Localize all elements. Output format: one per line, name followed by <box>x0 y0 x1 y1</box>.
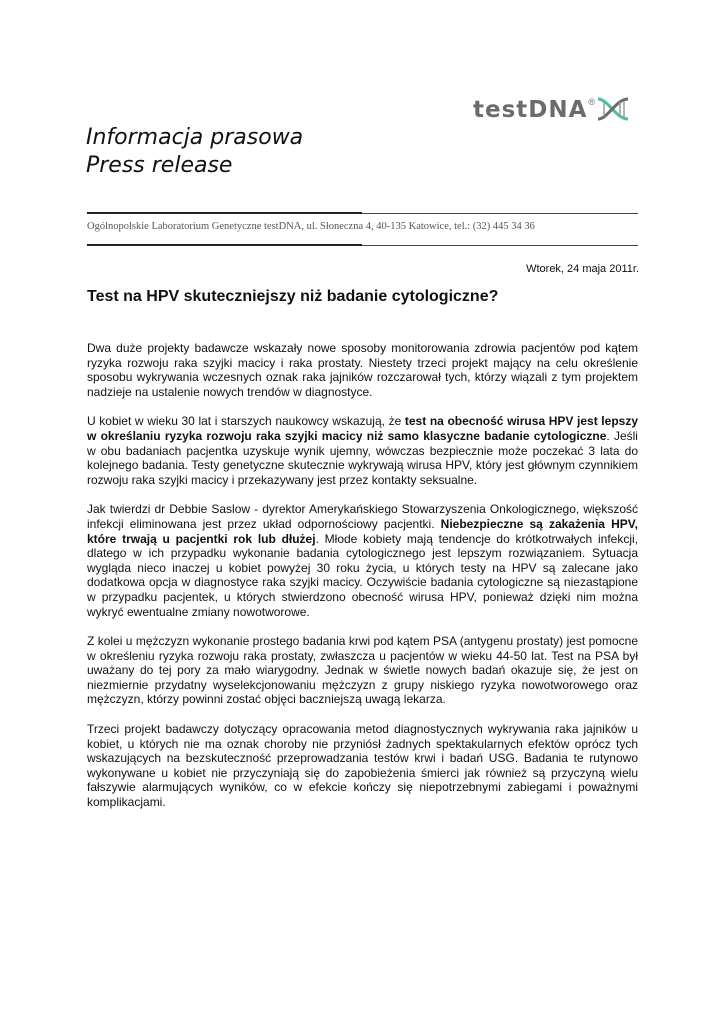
article-body <box>87 341 638 825</box>
paragraph-3-text-end: . Młode kobiety mają tendencje do krótkotrwałych infekcji, dlatego w ich przypadku wykonanie badania cytologicznego jest lepszym rozwiązaniem. Sytuacja wygląda nieco inaczej u kobiet powyżej 30 roku życia, u których testy na HPV są zalecane jako dodatkowa opcja w diagnostyce raka szyjki macicy. Oczywiście badania cytologiczne są niezastąpione w przypadku pacjentek, u których stwierdzono obecność wirusa HPV, ponieważ dzięki nim można wykryć ewentualne zmiany nowotworowe. <box>87 531 638 619</box>
paragraph-2 <box>87 414 638 487</box>
article-headline: Test na HPV skuteczniejszy niż badanie cytologiczne? <box>87 288 499 305</box>
paragraph-3-text: Jak twierdzi dr Debbie Saslow - dyrektor Amerykańskiego Stowarzyszenia Onkologicznego, większość infekcji eliminowana jest przez układ odpornościowy pacjentki. <box>87 502 638 531</box>
testdna-logo <box>473 96 630 128</box>
paragraph-2-text-end: . Jeśli w obu badaniach pacjentka uzyskuje wynik ujemny, wówczas bezpiecznie może poczekać 3 lata do kolejnego badania. Testy genetyczne skutecznie wykrywają wirusa HPV, który jest głównym czynnikiem rozwoju raka szyjki macicy i przekazywany jest przez kontakty seksualne. <box>87 428 638 487</box>
lab-address: Ogólnopolskie Laboratorium Genetyczne testDNA, ul. Słoneczna 4, 40-135 Katowice, tel.: (32) 445 34 36 <box>87 221 535 232</box>
paragraph-2-emphasis: test na obecność wirusa HPV jest lepszy w określaniu ryzyka rozwoju raka szyjki macicy niż samo klasyczne badanie cytologiczne <box>87 414 638 443</box>
title-polish: Informacja prasowa <box>86 125 304 150</box>
paragraph-4: Z kolei u mężczyzn wykonanie prostego badania krwi pod kątem PSA (antygenu prostaty) jest pomocne w określeniu ryzyka rozwoju raka prostaty, zwłaszcza u pacjentów w wieku 44-50 lat. Test na PSA był uważany do tej pory za mało wiarygodny. Jednak w świetle nowych badań okazuje się, że jest on niezmiernie przydatny wyselekcjonowaniu mężczyzn z grupy niskiego ryzyka nowotworowego oraz mężczyzn, którzy powinni zostać objęci baczniejszą uwagą lekarza. <box>87 634 638 707</box>
header-divider-top <box>362 213 638 214</box>
logo-registered-mark: ® <box>588 97 596 107</box>
paragraph-3-emphasis: Niebezpieczne są zakażenia HPV, które trwają u pacjentki rok lub dłużej <box>87 516 639 546</box>
paragraph-2-text: U kobiet w wieku 30 lat i starszych naukowcy wskazują, że <box>87 414 405 429</box>
header-divider-bottom <box>362 245 638 246</box>
logo-brand-text: testDNA <box>473 97 588 123</box>
paragraph-5: Trzeci projekt badawczy dotyczący opracowania metod diagnostycznych wykrywania raka jajników u kobiet, u których nie ma oznak choroby nie przyniósł żadnych spektakularnych efektów oprócz tych wskazujących na bezskuteczność przeprowadzania testów krwi i badań USG. Badania te rutynowo wykonywane u kobiet nie przyczyniają się do zapobieżenia śmierci jak również są przyczyną wielu fałszywie alarmujących wyników, co w efekcie kończy się niepotrzebnymi zabiegami i poważnymi komplikacjami. <box>87 722 638 810</box>
page-title <box>86 124 303 180</box>
dna-helix-icon <box>596 96 630 122</box>
paragraph-1: Dwa duże projekty badawcze wskazały nowe sposoby monitorowania zdrowia pacjentów pod kątem ryzyka rozwoju raka szyjki macicy i raka prostaty. Niestety trzeci projekt mający na celu określenie sposobu wykrywania wczesnych oznak raka jajników rozczarował tych, którzy wiązali z tym projektem nadzieje na ustalenie nowych trendów w diagnostyce. <box>87 341 638 399</box>
release-date: Wtorek, 24 maja 2011r. <box>526 263 639 275</box>
header-divider-bottom-bold <box>87 244 362 246</box>
paragraph-3 <box>87 502 638 619</box>
header-divider-top-bold <box>87 212 362 214</box>
title-english: Press release <box>86 153 233 178</box>
